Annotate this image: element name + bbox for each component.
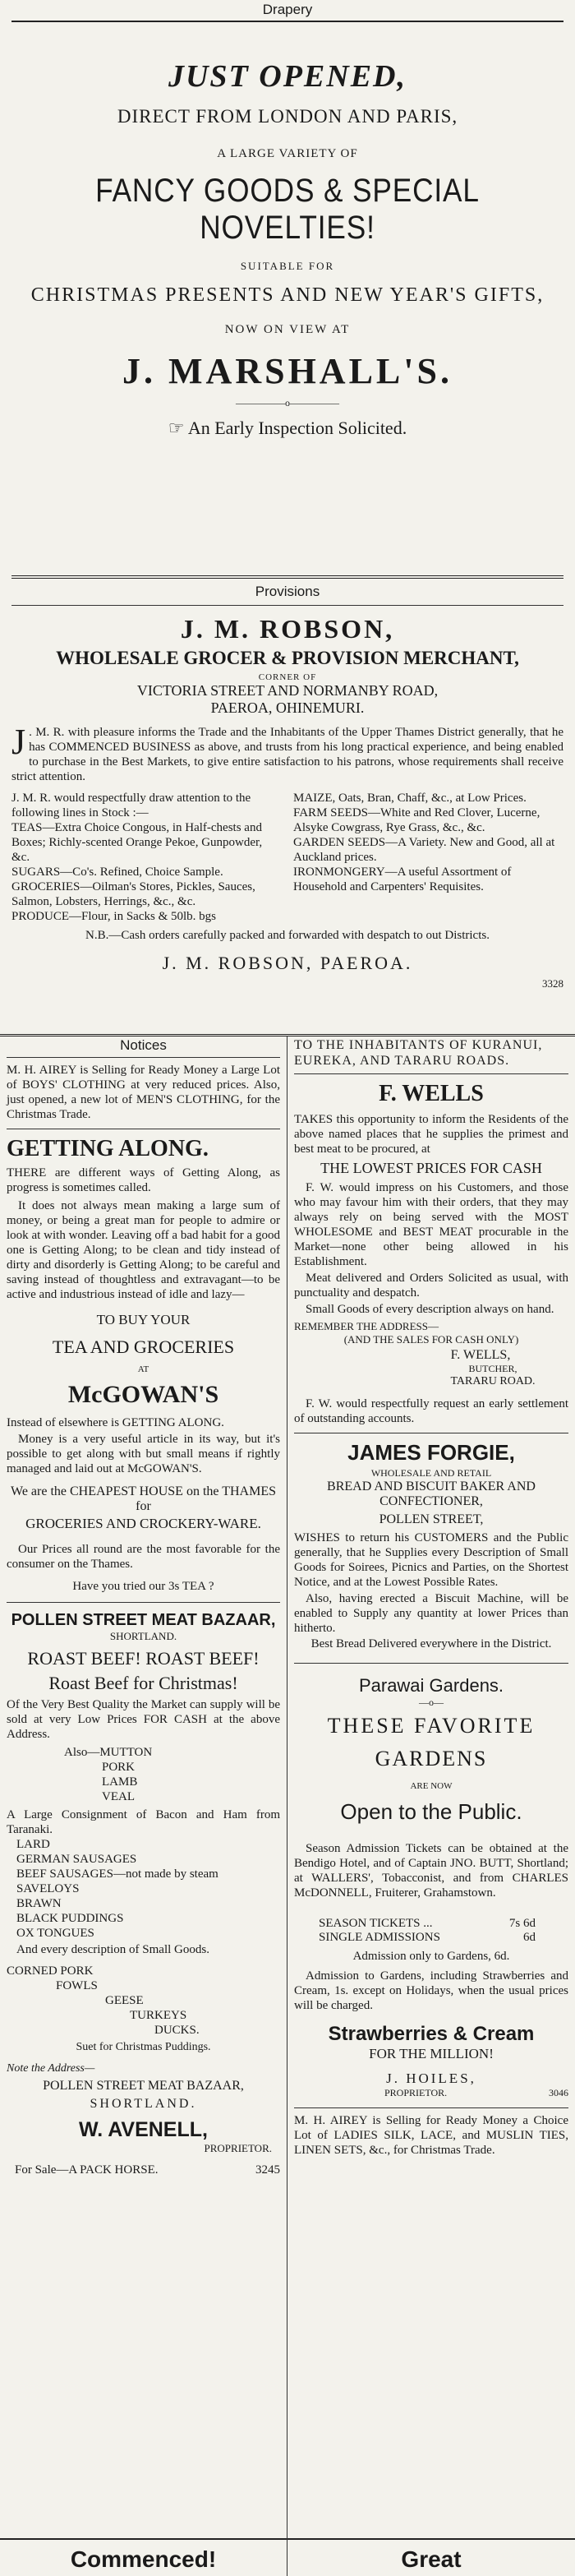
stock-item: GROCERIES—Oilman's Stores, Pickles, Sauces, Salmon, Lobsters, Herrings, &c., &c. <box>12 880 255 908</box>
robson-address: VICTORIA STREET AND NORMANBY ROAD, <box>136 682 439 699</box>
prices-line: Our Prices all round are the most favorable for the consumer on the Thames. <box>7 1543 280 1571</box>
getting-along-heading: GETTING ALONG. <box>7 1136 209 1161</box>
admission-only-line: Admission only to Gardens, 6d. <box>352 1950 510 1963</box>
forgie-bread: BREAD AND BISCUIT BAKER AND CONFECTIONER, <box>327 1480 536 1508</box>
christmas-line: CHRISTMAS PRESENTS AND NEW YEAR'S GIFTS, <box>30 284 545 306</box>
section-header-provisions: Provisions <box>255 584 320 599</box>
these-favorite-line: THESE FAVORITE <box>327 1714 536 1738</box>
cheapest-line: We are the CHEAPEST HOUSE on the THAMES for <box>11 1484 276 1513</box>
section-header-notices: Notices <box>120 1037 167 1053</box>
robson-town: PAEROA, OHINEMURI. <box>210 699 365 716</box>
tea-question: Have you tried our 3s TEA ? <box>72 1580 214 1593</box>
corner-line: CORNER OF <box>258 672 317 682</box>
wells-p5: F. W. would respectfully request an early settlement of outstanding accounts. <box>294 1397 568 1425</box>
stock-item: IRONMONGERY—A useful Assortment of Household and Carpenters' Requisites. <box>293 866 512 893</box>
getting-along-p2: It does not always mean making a large sum of money, or being a great man for people to admire or look at with wonder. Leaving off a bad habit for a good one is Getting Along; to be clean and tidy instead of dirty and disorderly is Getting Along; to be careful and saving instead of thoughtless and extravagant—to be active and industrious instead of idle and lazy— <box>7 1199 280 1301</box>
meat-bazaar-intro: Of the Very Best Quality the Market can supply will be sold at very Low Prices FOR CASH at the above Address. <box>7 1698 280 1741</box>
getting-along-p4: Money is a very useful article in its way, but it's possible to get along with but small means if rightly managed and laid out at McGOWAN'S. <box>7 1433 280 1475</box>
airey-ladies-ties: M. H. AIREY is Selling for Ready Money a Choice Lot of LADIES SILK, LACE, and MUSLIN TIES, LINEN SETS, &c., for Christmas Trade. <box>294 2114 568 2157</box>
stock-item: GARDEN SEEDS—A Variety. New and Good, all at Auckland prices. <box>293 836 555 864</box>
note-address-line: Note the Address— <box>7 2062 95 2075</box>
admission-strawberries: Admission to Gardens, including Strawberries and Cream, 1s. except on Holidays, when the usual prices will be charged. <box>294 1969 568 2012</box>
ornament: —————o————— <box>236 397 339 409</box>
pack-horse-line: For Sale—A PACK HORSE. 3245 <box>15 2163 280 2177</box>
list-item: GERMAN SAUSAGES <box>16 1853 137 1866</box>
divider <box>12 21 564 22</box>
strawberries-heading: Strawberries & Cream <box>328 2023 535 2045</box>
avenell-proprietor: PROPRIETOR. <box>204 2142 272 2154</box>
suet-line: Suet for Christmas Puddings. <box>76 2041 211 2053</box>
now-on-view-line: NOW ON VIEW AT <box>224 323 351 336</box>
single-admission-row: SINGLE ADMISSIONS 6d <box>319 1931 536 1944</box>
to-buy-line: TO BUY YOUR <box>96 1312 191 1327</box>
variety-line: A LARGE VARIETY OF <box>217 147 358 160</box>
divider <box>294 1073 568 1074</box>
robson-left-column <box>12 791 282 924</box>
season-ticket-row: SEASON TICKETS ... 7s 6d <box>319 1917 536 1930</box>
divider <box>0 1034 575 1036</box>
season-tickets-info: Season Admission Tickets can be obtained at the Bendigo Hotel, and of Captain JNO. BUTT, Shortland; at WALLERS', Tobacconist, and from CHARLES McDONNELL, Fruiterer, Grahamstown. <box>294 1842 568 1900</box>
poultry-list <box>7 1964 280 2038</box>
list-item: BRAWN <box>16 1897 62 1910</box>
divider <box>7 1602 280 1603</box>
wells-p4: Small Goods of every description always on hand. <box>306 1303 554 1316</box>
robson-right-column <box>293 791 564 924</box>
stock-item: PRODUCE—Flour, in Sacks & 50lb. bgs <box>12 910 217 923</box>
kuranui-heading: TO THE INHABITANTS OF KURANUI, EUREKA, AND TARARU ROADS. <box>294 1038 543 1068</box>
robson-name: J. M. ROBSON, <box>180 614 395 644</box>
meat-bazaar-title: POLLEN STREET MEAT BAZAAR, <box>11 1611 276 1629</box>
list-item: OX TONGUES <box>16 1927 94 1940</box>
mcgowan-name: McGOWAN'S <box>67 1381 219 1408</box>
wells-tararu: TARARU ROAD. <box>450 1375 536 1387</box>
provisions-section <box>12 575 564 990</box>
hoiles-proprietor-row: PROPRIETOR. 3046 <box>384 2087 568 2098</box>
divider <box>12 575 564 579</box>
column-rule <box>287 1036 288 2576</box>
ornament: —o— <box>419 1697 444 1708</box>
tea-groceries-line: TEA AND GROCERIES <box>52 1336 235 1357</box>
robson-sign: J. M. ROBSON, PAEROA. <box>162 953 413 973</box>
wells-p1: TAKES this opportunity to inform the Residents of the above named places that he supplies the primest and best meat to be procured, at <box>294 1113 568 1156</box>
drop-cap: J <box>12 722 26 762</box>
divider <box>12 605 564 606</box>
for-the-million: FOR THE MILLION! <box>369 2046 494 2061</box>
sales-cash-line: (AND THE SALES FOR CASH ONLY) <box>343 1333 519 1346</box>
list-item: LAMB <box>102 1775 138 1789</box>
wells-name: F. WELLS <box>379 1081 484 1106</box>
list-item: BLACK PUDDINGS <box>16 1912 124 1925</box>
commenced-heading: Commenced! <box>70 2546 217 2572</box>
groceries-crockery-line: GROCERIES AND CROCKERY-WARE. <box>25 1516 261 1531</box>
forgie-p1: WISHES to return his CUSTOMERS and the Public generally, that he Supplies every Description of Small Goods for Soirees, Picnics and Parties, on the Shortest Notice, and at the Lowest Possible Rates. <box>294 1531 568 1589</box>
fancy-goods-heading: FANCY GOODS & SPECIAL NOVELTIES! <box>95 173 480 246</box>
list-item: DUCKS. <box>154 2024 200 2037</box>
list-item: BEEF SAUSAGES—not made by steam <box>16 1867 218 1881</box>
forgie-name: JAMES FORGIE, <box>347 1440 515 1465</box>
wells-sign: F. WELLS, <box>450 1348 511 1362</box>
small-goods-line: And every description of Small Goods. <box>16 1943 209 1956</box>
wells-butcher: BUTCHER, <box>468 1363 518 1374</box>
roast-beef-line: ROAST BEEF! ROAST BEEF! <box>27 1648 260 1669</box>
list-item: VEAL <box>102 1790 135 1803</box>
robson-stock-columns <box>12 791 564 924</box>
inspection-line: ☞ An Early Inspection Solicited. <box>168 418 407 438</box>
wells-p3: Meat delivered and Orders Solicited as usual, with punctuality and despatch. <box>294 1272 568 1300</box>
divider <box>288 2538 575 2540</box>
goods-list <box>7 1837 280 1941</box>
meat-list <box>7 1745 280 1804</box>
drapery-section <box>0 0 575 439</box>
stock-item: TEAS—Extra Choice Congous, in Half-chests and Boxes; Richly-scented Orange Pekoe, Gunpowder, &c. <box>12 821 263 864</box>
divider <box>294 1663 568 1664</box>
list-item: PORK <box>102 1761 136 1774</box>
divider <box>7 1057 280 1058</box>
robson-title: WHOLESALE GROCER & PROVISION MERCHANT, <box>56 648 519 668</box>
forgie-wholesale: WHOLESALE AND RETAIL <box>370 1467 492 1479</box>
stock-item: MAIZE, Oats, Bran, Chaff, &c., at Low Prices. <box>293 792 527 805</box>
list-item: TURKEYS <box>130 2009 187 2022</box>
at-line: AT <box>137 1364 150 1374</box>
list-item: CORNED PORK <box>7 1964 94 1978</box>
list-item: Also—MUTTON <box>64 1746 153 1759</box>
direct-line: DIRECT FROM LONDON AND PARIS, <box>117 106 458 127</box>
list-item: GEESE <box>105 1994 144 2007</box>
divider <box>0 2538 287 2540</box>
bacon-line: A Large Consignment of Bacon and Ham from Taranaki. <box>7 1808 280 1836</box>
gardens-line: GARDENS <box>375 1747 488 1770</box>
robson-nb: N.B.—Cash orders carefully packed and forwarded with despatch to out Districts. <box>85 929 490 942</box>
lowest-prices-line: THE LOWEST PRICES FOR CASH <box>320 1160 542 1176</box>
getting-along-p3: Instead of elsewhere is GETTING ALONG. <box>7 1416 224 1429</box>
robson-number: 3328 <box>542 977 564 990</box>
section-header-drapery: Drapery <box>262 2 313 17</box>
meat-bazaar-address: POLLEN STREET MEAT BAZAAR, <box>43 2079 244 2093</box>
open-public-line: Open to the Public. <box>340 1799 522 1824</box>
shortland-address: SHORTLAND. <box>90 2097 197 2111</box>
stock-item: J. M. R. would respectfully draw attention to the following lines in Stock :— <box>12 792 251 819</box>
airey-boys-clothing: M. H. AIREY is Selling for Ready Money a Large Lot of BOYS' CLOTHING at very reduced prices. Also, just opened, a new lot of MEN'S CLOTHING, for the Christmas Trade. <box>7 1064 280 1121</box>
right-column <box>294 1037 568 2158</box>
stock-item: FARM SEEDS—White and Red Clover, Lucerne, Alsyke Cowgrass, Rye Grass, &c., &c. <box>293 806 540 834</box>
suitable-line: SUITABLE FOR <box>240 260 335 272</box>
forgie-p3: Best Bread Delivered everywhere in the District. <box>310 1637 552 1650</box>
wells-p2: F. W. would impress on his Customers, and those who may favour him with their orders, that they may always rely on being served with the MOST WHOLESOME and BEST MEAT procurable in the Market—none other being allowed in his Establishment. <box>294 1181 568 1268</box>
forgie-pollen: POLLEN STREET, <box>379 1512 484 1526</box>
just-opened-heading: JUST OPENED, <box>168 59 407 94</box>
list-item: SAVELOYS <box>16 1882 80 1895</box>
avenell-name: W. AVENELL, <box>79 2118 208 2141</box>
robson-intro: J . M. R. with pleasure informs the Trade and the Inhabitants of the Upper Thames District generally, that he has COMMENCED BUSINESS as above, and trusts from his long practical experience, and being enabled to purchase in the Best Markets, to give entire satisfaction to his patrons, whose requirements shall receive strict attention. <box>12 722 564 783</box>
forgie-p2: Also, having erected a Biscuit Machine, will be enabled to Supply any quantity at lower Prices than hitherto. <box>294 1592 568 1635</box>
notices-column <box>7 1037 280 2177</box>
roast-christmas-line: Roast Beef for Christmas! <box>48 1673 238 1693</box>
hoiles-name: J. HOILES, <box>386 2070 476 2086</box>
stock-item: SUGARS—Co's. Refined, Choice Sample. <box>12 866 223 879</box>
divider <box>294 2107 568 2108</box>
marshall-name: J. MARSHALL'S. <box>122 351 453 391</box>
list-item: FOWLS <box>56 1979 98 1992</box>
pointing-hand-icon: ☞ <box>168 418 185 438</box>
list-item: LARD <box>16 1838 50 1851</box>
getting-along-p1: THERE are different ways of Getting Along, as progress is sometimes called. <box>7 1166 280 1194</box>
remember-line: REMEMBER THE ADDRESS— <box>294 1320 439 1332</box>
are-now-line: ARE NOW <box>410 1781 453 1791</box>
great-heading: Great <box>401 2546 462 2572</box>
shortland-line: SHORTLAND. <box>109 1630 177 1642</box>
parawai-heading: Parawai Gardens. <box>358 1675 504 1696</box>
